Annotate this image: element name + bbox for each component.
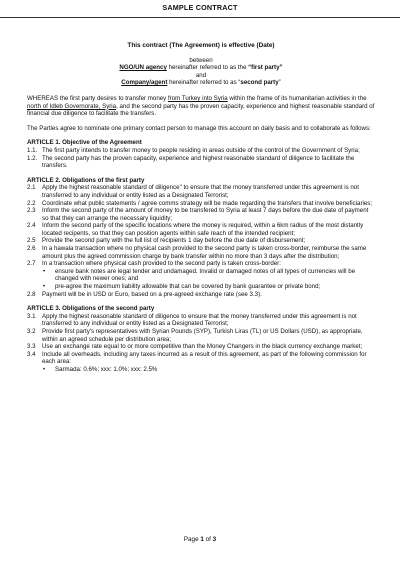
clause-3-2: [27, 328, 375, 343]
clause-number: 3.3: [27, 343, 36, 351]
clause-number: 2.6: [27, 245, 36, 253]
clause-text: Provide the second party with the full list of recipients 1 day before the due date of disbursement;: [42, 237, 306, 245]
clause-text: Apply the highest reasonable standard of diligence" to ensure that the money transferred under this agreement is not transferred to any individual or entity listed as a Designated Terrorist;: [42, 184, 359, 199]
whereas-text-3: , and the second party has the proven capacity, experience and highest reasonable standard of financial due diligence to facilitate the transfers.: [27, 102, 375, 118]
whereas-paragraph: [27, 95, 375, 118]
whereas-route: from Turkey into Syria: [167, 94, 228, 102]
clause-number: 3.4: [27, 350, 36, 358]
clause-number: 2.4: [27, 222, 36, 230]
clause-2-3: [27, 207, 375, 222]
clause-text: Provide first party's representatives with Syrian Pounds (SYP), Turkish Liras (TL) or US Dollars (USD), as appropriate, within an agreed schedule per distribution area;: [42, 328, 363, 343]
clause-number: 1.1.: [27, 146, 38, 154]
article-2-heading: ARTICLE 2. Obligations of the first party: [27, 176, 145, 184]
clause-3-1: [27, 313, 375, 328]
clause-text: The second party has the proven capacity, experience and highest reasonable standard of diligence to facilitate the transfers.: [42, 154, 355, 170]
current-page-number: 1: [200, 536, 204, 543]
clause-2-1: [27, 184, 375, 199]
bullet-icon: •: [43, 283, 46, 291]
clause-2-4: [27, 222, 375, 237]
parties-block: [27, 57, 375, 87]
page-footer: [0, 536, 400, 543]
clause-3-4-bullets: [42, 366, 375, 374]
bullet-icon: •: [43, 365, 46, 373]
whereas-area: north of Idleb Governorate, Syria: [27, 102, 117, 110]
whereas-text-1: WHEREAS the first party desires to transfer money: [27, 94, 168, 102]
clause-text: Inform the second party of the amount of money to be transfered to Syria at least 7 days before the due date of payment so that they can arrange the necessary liquidity;: [42, 207, 369, 222]
clause-2-7: [27, 260, 375, 290]
header-title: SAMPLE CONTRACT: [162, 3, 238, 12]
clause-number: 2.2: [27, 199, 36, 207]
bullet-text: Sarmada: 0.6%; xxx: 1.0%; xxx: 2.5%: [55, 365, 158, 373]
clause-2-2: [27, 200, 375, 208]
footer-mid: of: [203, 536, 213, 543]
clause-text: Apply the highest reasonable standard of diligence to ensure that the money transferred under this agreement is not transferred to any individual or entity listed as a Designated Terrorist;: [42, 312, 357, 328]
clause-text: Use an exchange rate equal to or more competitive than the Money Changers in the black currency exchange market;: [42, 343, 363, 351]
second-party-name: Company/agent: [121, 79, 168, 87]
clause-number: 2.8: [27, 290, 36, 298]
bullet-item: [42, 283, 375, 291]
clause-3-3: [27, 343, 375, 351]
bullet-text: ensure bank notes are legal tender and undamaged. Invalid or damaged notes of all types of currencies will be changed with newer ones; and: [55, 267, 356, 283]
clause-number: 2.3: [27, 207, 36, 215]
clause-body: [42, 260, 375, 290]
article-3-heading: ARTICLE 3. Obligations of the second party: [27, 305, 155, 313]
agreement-paragraph: The Parties agree to nominate one primary contact person to manage this account on daily basis and to collaborate as follows:: [27, 124, 371, 132]
clause-number: 1.2.: [27, 154, 38, 162]
second-party-line: [27, 79, 375, 87]
bullet-item: [42, 366, 375, 374]
clause-text: In a transaction where physical cash provided to the second party is taken cross-border:: [42, 260, 281, 268]
bullet-icon: •: [43, 267, 46, 275]
clause-text: The first party intends to transfer money to people residing in areas outside of the control of the Government of Syria;: [42, 146, 360, 154]
clause-text: In a hawala transaction where no physical cash provided to the second party is taken cross-border, reimburse the same amount plus the agreed commission charge by bank transfer within no more than 3 days after the distribution;: [42, 245, 367, 260]
clause-1-2: [27, 155, 375, 170]
clause-2-5: [27, 237, 375, 245]
clause-2-6: [27, 245, 375, 260]
clause-text: Include all overheads, including any taxes incurred as a result of this agreement, as part of the following commission for each area:: [42, 350, 367, 366]
article-1-heading: ARTICLE 1. Objective of the Agreement: [27, 139, 142, 147]
between-text: between: [189, 56, 213, 64]
clause-text: Payment will be in USD or Euro, based on a pre-agreed exchange rate (see 3.3).: [42, 290, 262, 298]
footer-prefix: Page: [183, 536, 201, 543]
clause-text: Inform the second party of the specific locations where the money is required, within a 6km radius of the most distantly located recipents, so that they can position agents within safe reach of the intended recipient;: [42, 222, 364, 237]
whereas-text-2: within the frame of its humanitarian activities in the: [227, 94, 367, 102]
second-party-mid: hereinafter referred to as “: [167, 79, 241, 87]
page-header: [0, 0, 400, 18]
bullet-text: pre-agree the maximum liability allowable that can be covered by bank guarantee or private bond;: [55, 283, 321, 291]
clause-1-1: [27, 147, 375, 155]
and-text: and: [195, 71, 207, 79]
first-party-line: [27, 64, 375, 72]
second-party-role: second party: [240, 79, 279, 87]
document-body: [27, 42, 375, 374]
bullet-item: [42, 268, 375, 283]
clause-body: [42, 351, 375, 374]
clause-number: 2.5: [27, 237, 36, 245]
clause-number: 3.2: [27, 328, 36, 335]
clause-number: 3.1: [27, 312, 36, 320]
contract-title: This contract (The Agreement) is effective (Date): [127, 42, 275, 49]
clause-2-8: [27, 291, 375, 299]
clause-text: Coordinate what public statements / agree comms strategy will be made regarding the transfers that involve beneficiaries;: [42, 199, 373, 207]
second-party-end: ”: [278, 79, 281, 87]
clause-number: 2.1: [27, 184, 36, 192]
clause-3-4: [27, 351, 375, 374]
total-pages: 3: [212, 536, 217, 543]
first-party-role: “first party”: [248, 64, 283, 72]
first-party-name: NGO/UN agency: [119, 64, 167, 72]
clause-2-7-bullets: [42, 268, 375, 291]
clause-number: 2.7: [27, 260, 36, 268]
first-party-mid: hereinafter referred to as the: [166, 64, 249, 72]
